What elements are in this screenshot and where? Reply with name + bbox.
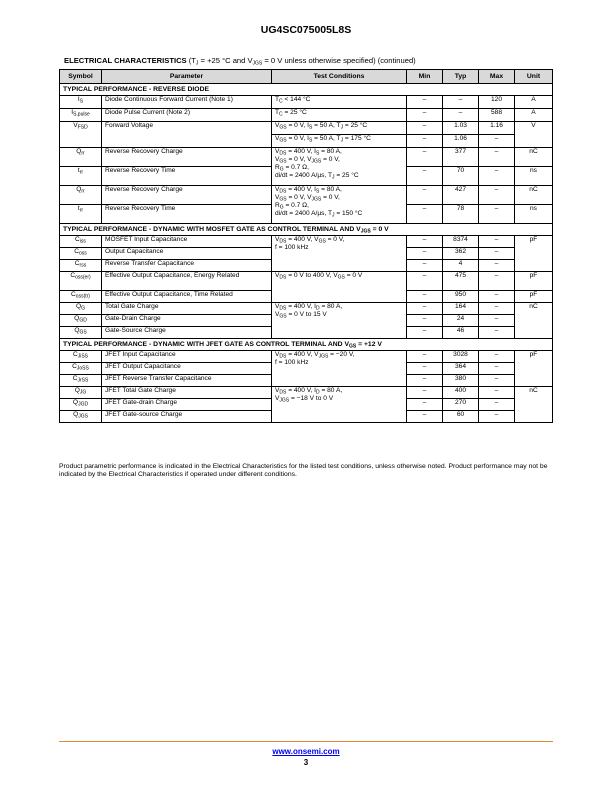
typ-cell: 46 — [443, 327, 479, 339]
typ-cell: 377 — [443, 148, 479, 167]
section-row — [60, 339, 553, 351]
section-title-mosfet-gate: TYPICAL PERFORMANCE - DYNAMIC WITH MOSFET GATE AS CONTROL TERMINAL AND $V_{JGS} = 0$ V — [60, 224, 553, 236]
max-cell: – — [479, 272, 515, 291]
typ-cell: 4 — [443, 260, 479, 272]
max-cell: 120 — [479, 96, 515, 109]
parameter-cell: Diode Continuous Forward Current (Note 1) — [102, 96, 272, 109]
unit-cell: ns — [515, 167, 553, 186]
max-cell: – — [479, 363, 515, 375]
max-cell: 1.16 — [479, 122, 515, 135]
col-header-min: Min — [407, 70, 443, 84]
condition-cell: $T_C < 144$ °C — [272, 96, 407, 109]
title-cond-c: = 0 V unless otherwise specified) (continued) — [262, 56, 416, 65]
title-cond-a: (T — [186, 56, 196, 65]
min-cell: – — [407, 205, 443, 224]
symbol-cell: $Q_{JGS}$ — [60, 411, 102, 423]
max-cell: – — [479, 291, 515, 303]
max-cell: – — [479, 205, 515, 224]
parameter-cell: JFET Total Gate Charge — [102, 387, 272, 399]
table-row — [60, 186, 553, 205]
section-title-jfet-gate: TYPICAL PERFORMANCE - DYNAMIC WITH JFET GATE AS CONTROL TERMINAL AND $V_{GS} = +12$ V — [60, 339, 553, 351]
col-header-test-conditions: Test Conditions — [272, 70, 407, 84]
symbol-cell: $Q_{JG}$ — [60, 387, 102, 399]
min-cell: – — [407, 236, 443, 248]
min-cell: – — [407, 411, 443, 423]
condition-cell: $V_{DS} = 400$ V, $I_S = 80$ A, $V_{GS} = 0$ V, $V_{JGS} = 0$ V, $R_G = 0.7$ Ω, di/dt = 2400 A/µs, $T_J = 25$ °C — [272, 148, 407, 186]
min-cell: – — [407, 272, 443, 291]
parameter-cell: Forward Voltage — [102, 122, 272, 148]
table-title — [64, 56, 416, 65]
typ-cell: 8374 — [443, 236, 479, 248]
parameter-cell: Gate-Drain Charge — [102, 315, 272, 327]
unit-cell: pF — [515, 272, 553, 291]
max-cell: – — [479, 303, 515, 315]
unit-cell: nC — [515, 387, 553, 423]
symbol-cell: $C_{iss}$ — [60, 236, 102, 248]
parameter-cell: MOSFET Input Capacitance — [102, 236, 272, 248]
page-header-part-number: UG4SC075005L8S — [260, 24, 352, 36]
unit-cell: pF — [515, 291, 553, 303]
min-cell: – — [407, 291, 443, 303]
symbol-cell: $C_{JiSS}$ — [60, 351, 102, 363]
min-cell: – — [407, 303, 443, 315]
symbol-cell: $C_{JrSS}$ — [60, 375, 102, 387]
header-row — [60, 70, 553, 84]
title-cond-a-sub: J — [195, 60, 199, 67]
parameter-cell: Reverse Recovery Charge — [102, 186, 272, 205]
max-cell: – — [479, 135, 515, 148]
condition-cell: $V_{DS} = 400$ V, $I_D = 80$ A, $V_{GS} = 0$ V to 15 V — [272, 303, 407, 339]
min-cell: – — [407, 351, 443, 363]
symbol-cell: $t_{rr}$ — [60, 167, 102, 186]
parameter-cell: JFET Gate-source Charge — [102, 411, 272, 423]
typ-cell: 70 — [443, 167, 479, 186]
min-cell: – — [407, 96, 443, 109]
table-row — [60, 272, 553, 291]
table-row — [60, 122, 553, 135]
max-cell: – — [479, 315, 515, 327]
parameter-cell: Gate-Source Charge — [102, 327, 272, 339]
typ-cell: 362 — [443, 248, 479, 260]
parameter-cell: Reverse Recovery Charge — [102, 148, 272, 167]
min-cell: – — [407, 122, 443, 135]
max-cell: – — [479, 411, 515, 423]
max-cell: – — [479, 186, 515, 205]
symbol-cell: $Q_{GS}$ — [60, 327, 102, 339]
col-header-max: Max — [479, 70, 515, 84]
page-number: 3 — [303, 758, 309, 767]
typ-cell: 1.06 — [443, 135, 479, 148]
table-row — [60, 236, 553, 248]
section-title-reverse-diode: TYPICAL PERFORMANCE - REVERSE DIODE — [60, 84, 553, 96]
symbol-cell: $C_{oss(tr)}$ — [60, 291, 102, 303]
max-cell: – — [479, 351, 515, 363]
performance-note: Product parametric performance is indicated in the Electrical Characteristics for the listed test conditions, unless otherwise noted. Product performance may not be indicated by the Electrical Characteristics if operated under different conditions. — [59, 463, 548, 479]
symbol-cell: $Q_{GD}$ — [60, 315, 102, 327]
condition-cell: $V_{DS} = 400$ V, $V_{JGS} = -20$ V, f = 100 kHz — [272, 351, 407, 387]
min-cell: – — [407, 167, 443, 186]
condition-cell: $V_{GS} = 0$ V, $I_S = 50$ A, $T_J = 175$ °C — [272, 135, 407, 148]
col-header-typ: Typ — [443, 70, 479, 84]
unit-cell: nC — [515, 148, 553, 167]
unit-cell: A — [515, 109, 553, 122]
unit-cell: V — [515, 122, 553, 148]
parameter-cell: Effective Output Capacitance, Energy Related — [102, 272, 272, 291]
symbol-cell: $Q_{JGD}$ — [60, 399, 102, 411]
unit-cell: ns — [515, 205, 553, 224]
parameter-cell: Effective Output Capacitance, Time Related — [102, 291, 272, 303]
typ-cell: – — [443, 96, 479, 109]
section-row — [60, 84, 553, 96]
min-cell: – — [407, 399, 443, 411]
min-cell: – — [407, 186, 443, 205]
max-cell: – — [479, 387, 515, 399]
typ-cell: 950 — [443, 291, 479, 303]
parameter-cell: Total Gate Charge — [102, 303, 272, 315]
section-row — [60, 224, 553, 236]
typ-cell: – — [443, 109, 479, 122]
symbol-cell: $Q_{rr}$ — [60, 186, 102, 205]
table-title-main: ELECTRICAL CHARACTERISTICS — [64, 56, 187, 65]
unit-cell: pF — [515, 351, 553, 387]
typ-cell: 3028 — [443, 351, 479, 363]
min-cell: – — [407, 260, 443, 272]
table-row — [60, 387, 553, 399]
symbol-cell: $C_{rss}$ — [60, 260, 102, 272]
typ-cell: 78 — [443, 205, 479, 224]
min-cell: – — [407, 327, 443, 339]
parameter-cell: Output Capacitance — [102, 248, 272, 260]
parameter-cell: JFET Input Capacitance — [102, 351, 272, 363]
condition-cell: $V_{GS} = 0$ V, $I_S = 50$ A, $T_J = 25$ °C — [272, 122, 407, 135]
min-cell: – — [407, 387, 443, 399]
max-cell: – — [479, 167, 515, 186]
condition-cell: $V_{DS} = 400$ V, $V_{GS} = 0$ V, f = 100 kHz — [272, 236, 407, 272]
typ-cell: 24 — [443, 315, 479, 327]
parameter-cell: Diode Pulse Current (Note 2) — [102, 109, 272, 122]
min-cell: – — [407, 148, 443, 167]
table-row — [60, 148, 553, 167]
max-cell: 588 — [479, 109, 515, 122]
parameter-cell: Reverse Recovery Time — [102, 205, 272, 224]
table-row — [60, 351, 553, 363]
symbol-cell: $Q_G$ — [60, 303, 102, 315]
max-cell: – — [479, 260, 515, 272]
symbol-cell: $C_{JoSS}$ — [60, 363, 102, 375]
parameter-cell: JFET Gate-drain Charge — [102, 399, 272, 411]
col-header-parameter: Parameter — [102, 70, 272, 84]
condition-cell: $V_{DS} = 400$ V, $I_S = 80$ A, $V_{GS} = 0$ V, $V_{JGS} = 0$ V, $R_G = 0.7$ Ω, di/dt = 2400 A/µs, $T_J = 150$ °C — [272, 186, 407, 224]
symbol-cell: $C_{oss}$ — [60, 248, 102, 260]
symbol-cell: $V_{FSD}$ — [60, 122, 102, 148]
condition-cell: $V_{DS} = 0$ V to 400 V, $V_{GS} = 0$ V — [272, 272, 407, 303]
min-cell: – — [407, 135, 443, 148]
col-header-symbol: Symbol — [60, 70, 102, 84]
typ-cell: 400 — [443, 387, 479, 399]
parameter-cell: Reverse Recovery Time — [102, 167, 272, 186]
typ-cell: 475 — [443, 272, 479, 291]
max-cell: – — [479, 248, 515, 260]
unit-cell: nC — [515, 303, 553, 339]
electrical-characteristics-table — [59, 69, 553, 423]
footer-divider — [59, 741, 553, 742]
condition-cell: $V_{DS} = 400$ V, $I_D = 80$ A, $V_{JGS} = -18$ V to 0 V — [272, 387, 407, 423]
condition-cell: $T_C = 25$ °C — [272, 109, 407, 122]
typ-cell: 270 — [443, 399, 479, 411]
max-cell: – — [479, 148, 515, 167]
min-cell: – — [407, 315, 443, 327]
typ-cell: 364 — [443, 363, 479, 375]
unit-cell: nC — [515, 186, 553, 205]
symbol-cell: $t_{rr}$ — [60, 205, 102, 224]
symbol-cell: $I_{S,pulse}$ — [60, 109, 102, 122]
table-row — [60, 303, 553, 315]
typ-cell: 1.03 — [443, 122, 479, 135]
title-cond-b-sub: JGS — [252, 60, 263, 67]
symbol-cell: $C_{oss(er)}$ — [60, 272, 102, 291]
footer-website-link[interactable]: www.onsemi.com — [272, 747, 340, 756]
typ-cell: 427 — [443, 186, 479, 205]
symbol-cell: $I_S$ — [60, 96, 102, 109]
unit-cell: A — [515, 96, 553, 109]
symbol-cell: $Q_{rr}$ — [60, 148, 102, 167]
min-cell: – — [407, 109, 443, 122]
max-cell: – — [479, 236, 515, 248]
max-cell: – — [479, 327, 515, 339]
typ-cell: 60 — [443, 411, 479, 423]
parameter-cell: Reverse Transfer Capacitance — [102, 260, 272, 272]
min-cell: – — [407, 363, 443, 375]
parameter-cell: JFET Output Capacitance — [102, 363, 272, 375]
max-cell: – — [479, 375, 515, 387]
typ-cell: 380 — [443, 375, 479, 387]
unit-cell: pF — [515, 236, 553, 272]
title-cond-b: = +25 °C and V — [198, 56, 253, 65]
min-cell: – — [407, 248, 443, 260]
table-row — [60, 96, 553, 109]
typ-cell: 164 — [443, 303, 479, 315]
parameter-cell: JFET Reverse Transfer Capacitance — [102, 375, 272, 387]
max-cell: – — [479, 399, 515, 411]
col-header-unit: Unit — [515, 70, 553, 84]
table-row — [60, 109, 553, 122]
min-cell: – — [407, 375, 443, 387]
